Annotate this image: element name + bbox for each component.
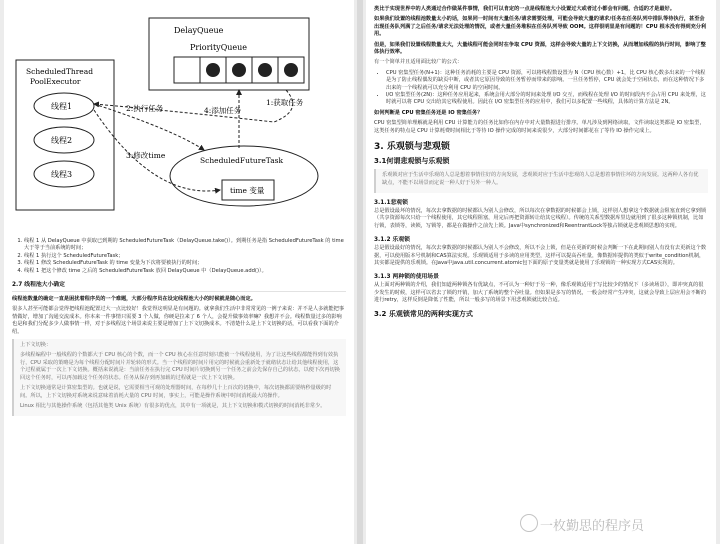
subsection-heading: 3.1.3 两种锁的使用场景	[374, 274, 439, 281]
quote-paragraph: 上下文切换通常是计算密集型的。也就是说，它需要相当可观的处理器时间，在每秒几十上百次的切换中，每次切换都需要纳秒量级的时间。所以，上下文切换对系统来说意味着消耗大量的 CPU 时间，事实上，可能是操作系统中时间消耗最大的操作。	[20, 385, 332, 399]
context-switch-quote	[12, 339, 346, 416]
left-page	[4, 0, 354, 544]
formula-item: • CPU 密集型任务(N+1)：这种任务消耗的主要是 CPU 资源，可以将线程数设置为 N（CPU 核心数）+1，比 CPU 核心数多出来的一个线程是为了防止线程偶发的缺页中断，或者其它原因导致的任务暂停而带来的影响。一旦任务暂停，CPU 就会处于空闲状态，而在这种情况下多出来的一个线程就可以充分利用 CPU 的空闲时间。	[386, 70, 708, 92]
arrow-get-task	[94, 90, 293, 122]
future-task-label: ScheduledFutureTask	[200, 156, 284, 165]
paragraph: CPU 密集型简单理解就是利用 CPU 计算能力的任务比如你在内存中对大量数据进行排序。单凡涉及到网络读取，文件读取这类都是 IO 密集型，这类任务的特点是 CPU 计算耗费时间相比于等待 IO 操作完成的时间来说很少，大部分时间都花在了等待 IO 操作完成上。	[374, 120, 705, 134]
quote-paragraph: Linux 相比与其他操作系统（包括其他类 Unix 系统）有很多的优点，其中有一项就是，其上下文切换和模式切换的时间消耗非常少。	[20, 402, 326, 409]
paragraph: 总是假设最坏的情况，每次去拿数据的时候都认为别人会修改，所以每次在拿数据的时候都会上锁，这样别人想拿这个数据就会阻塞直到它拿到锁（共享资源每次只给一个线程使用，其它线程阻塞，用完后再把资源转让给其它线程）。传统的关系型数据库里边就用到了很多这种锁机制，比如行锁，表锁等，读锁，写锁等，都是在做操作之前先上锁。Java中synchronized和ReentrantLock等独占锁就是悲观锁思想的实现。	[374, 207, 707, 229]
scheduled-thread-pool-diagram	[4, 0, 354, 232]
paragraph: 从上面对两种锁的介绍，我们知道两种锁各有优缺点，不可认为一种好于另一种，像乐观锁适用于写比较少的情况下（多读场景），即冲突真的很少发生的时候，这样可以省去了锁的开销，加大了系统的整个吞吐量。但如果是多写的情况，一般会经常产生冲突，这就会导致上层应用会不断的进行retry，这样反倒是降低了性能，所以一般多写的场景下用悲观锁就比较合适。	[374, 282, 707, 304]
executor-label-line1: ScheduledThread	[26, 67, 94, 76]
watermark: 一枚勤思的程序员	[540, 519, 645, 534]
question-title: 如何判断是 CPU 密集任务还是 IO 密集任务？	[374, 109, 483, 116]
subsection-heading: 3.1.1悲观锁	[374, 199, 408, 206]
executor-label-line2: PoolExecutor	[30, 77, 81, 86]
thread2-label: 线程2	[51, 136, 73, 145]
step-list	[12, 238, 346, 275]
paragraph: 线程池数量的确定一直是困扰着程序员的一个难题，大部分程序员在设定线程池大小的时候就是随心而定。	[12, 296, 256, 303]
step-item: 3. 线程 1 修改 ScheduledFutureTask 的 time 变量为下次将要被执行的时间；	[24, 260, 346, 267]
queue-task-dot	[284, 63, 298, 77]
quote-title: 上下文切换：	[20, 342, 52, 349]
section-heading: 3.2 乐观锁常见的两种实现方式	[374, 309, 473, 318]
left-text	[12, 238, 346, 419]
step-item: 1. 线程 1 从 DelayQueue 中获取已到期的 ScheduledFutureTask（DelayQueue.take()）。到期任务是指 ScheduledFutureTask 的 time 大于等于当前系统的时间；	[24, 238, 346, 253]
quote-paragraph: 多线程编程中一般线程的个数都大于 CPU 核心的个数，而一个 CPU 核心在任意时刻只能被一个线程使用，为了让这些线程都能得到有效执行，CPU 采取的策略是为每个线程分配时间片并轮转的形式。当一个线程的时间片用完的时候就会重新处于就绪状态让给其他线程使用，这个过程就属于一次上下文切换。概括来说就是：当前任务在执行完 CPU 时间片切换到另一个任务之前会先保存自己的状态，以便下次再切换回这个任务时，可以再加载这个任务的状态。任务从保存到再加载的过程就是一次上下文切换。	[20, 352, 340, 381]
formula-item: • I/O 密集型任务(2N)：这种任务应用起来，系统会用大部分的时间来处理 I/O 交互，而线程在处理 I/O 的时间段内不会占用 CPU 来处理，这时就可以将 CPU 交出给其它线程使用。因此在 I/O 密集型任务的应用中，我们可以多配置一些线程，具体的计算方法是 2N。	[386, 92, 708, 107]
formula-list	[374, 70, 708, 107]
lock-quote	[374, 169, 708, 193]
time-var-label: time 变量	[230, 186, 265, 195]
quote-paragraph: 乐观锁对应于生活中乐观的人总是想着事情往好的方向发展，悲观锁对应于生活中悲观的人总是想着事情往坏的方向发展。这两种人各有优缺点，不能不以场景而定说一种人好于另外一种人。	[382, 172, 699, 186]
queue-task-dot	[232, 63, 246, 77]
priority-queue-label: PriorityQueue	[190, 43, 248, 52]
paragraph: 但是，如果我们设置线程数量太大，大量线程可能会同时在争取 CPU 资源，这样会导致大量的上下文切换，从而增加线程的执行时间，影响了整体执行效率。	[374, 41, 706, 56]
thread3-label: 线程3	[51, 170, 73, 179]
paragraph: 很多人甚至可能都会觉得把线程池配置过大一点比较好！我觉得这明显是有问题的。就拿我们生活中非常常见的一例子来说：并不是人多就能把事情做好，增加了沟通交流成本。你本来一件事情只需要 3 个人做，你硬是拉来了 6 个人，会提升做事效率嘛？我想并不会。线程数量过多的影响也是和我们分配多少人做事情一样，对于多线程这个场景来说主要是增加了上下文切换成本。不清楚什么是上下文切换的话，可以看我下面的介绍。	[12, 306, 345, 335]
right-text	[374, 6, 708, 322]
divider	[12, 291, 346, 292]
section-heading: 3.1何谓悲观锁与乐观锁	[374, 157, 450, 166]
step-item: 2. 线程 1 执行这个 ScheduledFutureTask；	[24, 253, 346, 260]
delay-queue-label: DelayQueue	[174, 26, 224, 35]
subsection-heading: 3.1.2 乐观锁	[374, 237, 410, 244]
section-heading: 2.7 线程池大小确定	[12, 282, 65, 289]
paragraph: 有一个简单并且适用面比较广的公式：	[374, 59, 463, 66]
queue-task-dot	[258, 63, 272, 77]
paragraph: 总是假设最好的情况，每次去拿数据的时候都认为别人不会修改，所以不会上锁，但是在更新的时候会判断一下在此期间别人有没有去更新这个数据，可以使用版本号机制和CAS算法实现。乐观锁适用于多读的应用类型，这样可以提高吞吐量，像数据库提供的类似于write_condition机制，其实都是提供的乐观锁。在Java中java.util.concurrent.atomic包下面的原子变量类就是使用了乐观锁的一种实现方式CAS实现的。	[374, 245, 707, 266]
paragraph: 类比于实现世界中的人类通过合作做某件事情，我们可以肯定的一点是线程池大小设置过大或者过小都会有问题，合适的才是最好。	[374, 6, 675, 12]
queue-task-dot	[206, 63, 220, 77]
queue-cell	[174, 57, 200, 83]
chapter-heading: 3. 乐观锁与悲观锁	[374, 142, 450, 153]
watermark-logo-icon	[520, 514, 538, 532]
step-item: 4. 线程 1 把这个修改 time 之后的 ScheduledFutureTask 放回 DelayQueue 中（DelayQueue.add()）。	[24, 268, 346, 275]
edge-execute: 2:执行任务	[126, 104, 164, 113]
edge-modify-time: 3:修改time	[126, 151, 166, 160]
page-gutter	[357, 0, 363, 544]
edge-add-task: 4:添加任务	[204, 106, 242, 115]
thread1-label: 线程1	[51, 102, 73, 111]
edge-get-task: 1:获取任务	[266, 98, 304, 107]
right-page	[366, 0, 716, 544]
paragraph: 如果我们设置的线程池数量太小的话，如果同一时间有大量任务/请求需要处理，可能会导致大量的请求/任务在任务队列中排队等待执行，甚至会出现任务队列满了之后任务/请求无法处理的情况，或者大量任务堆积在任务队列导致 OOM。这样很明显是有问题的！CPU 根本没有得到充分利用。	[374, 16, 707, 38]
